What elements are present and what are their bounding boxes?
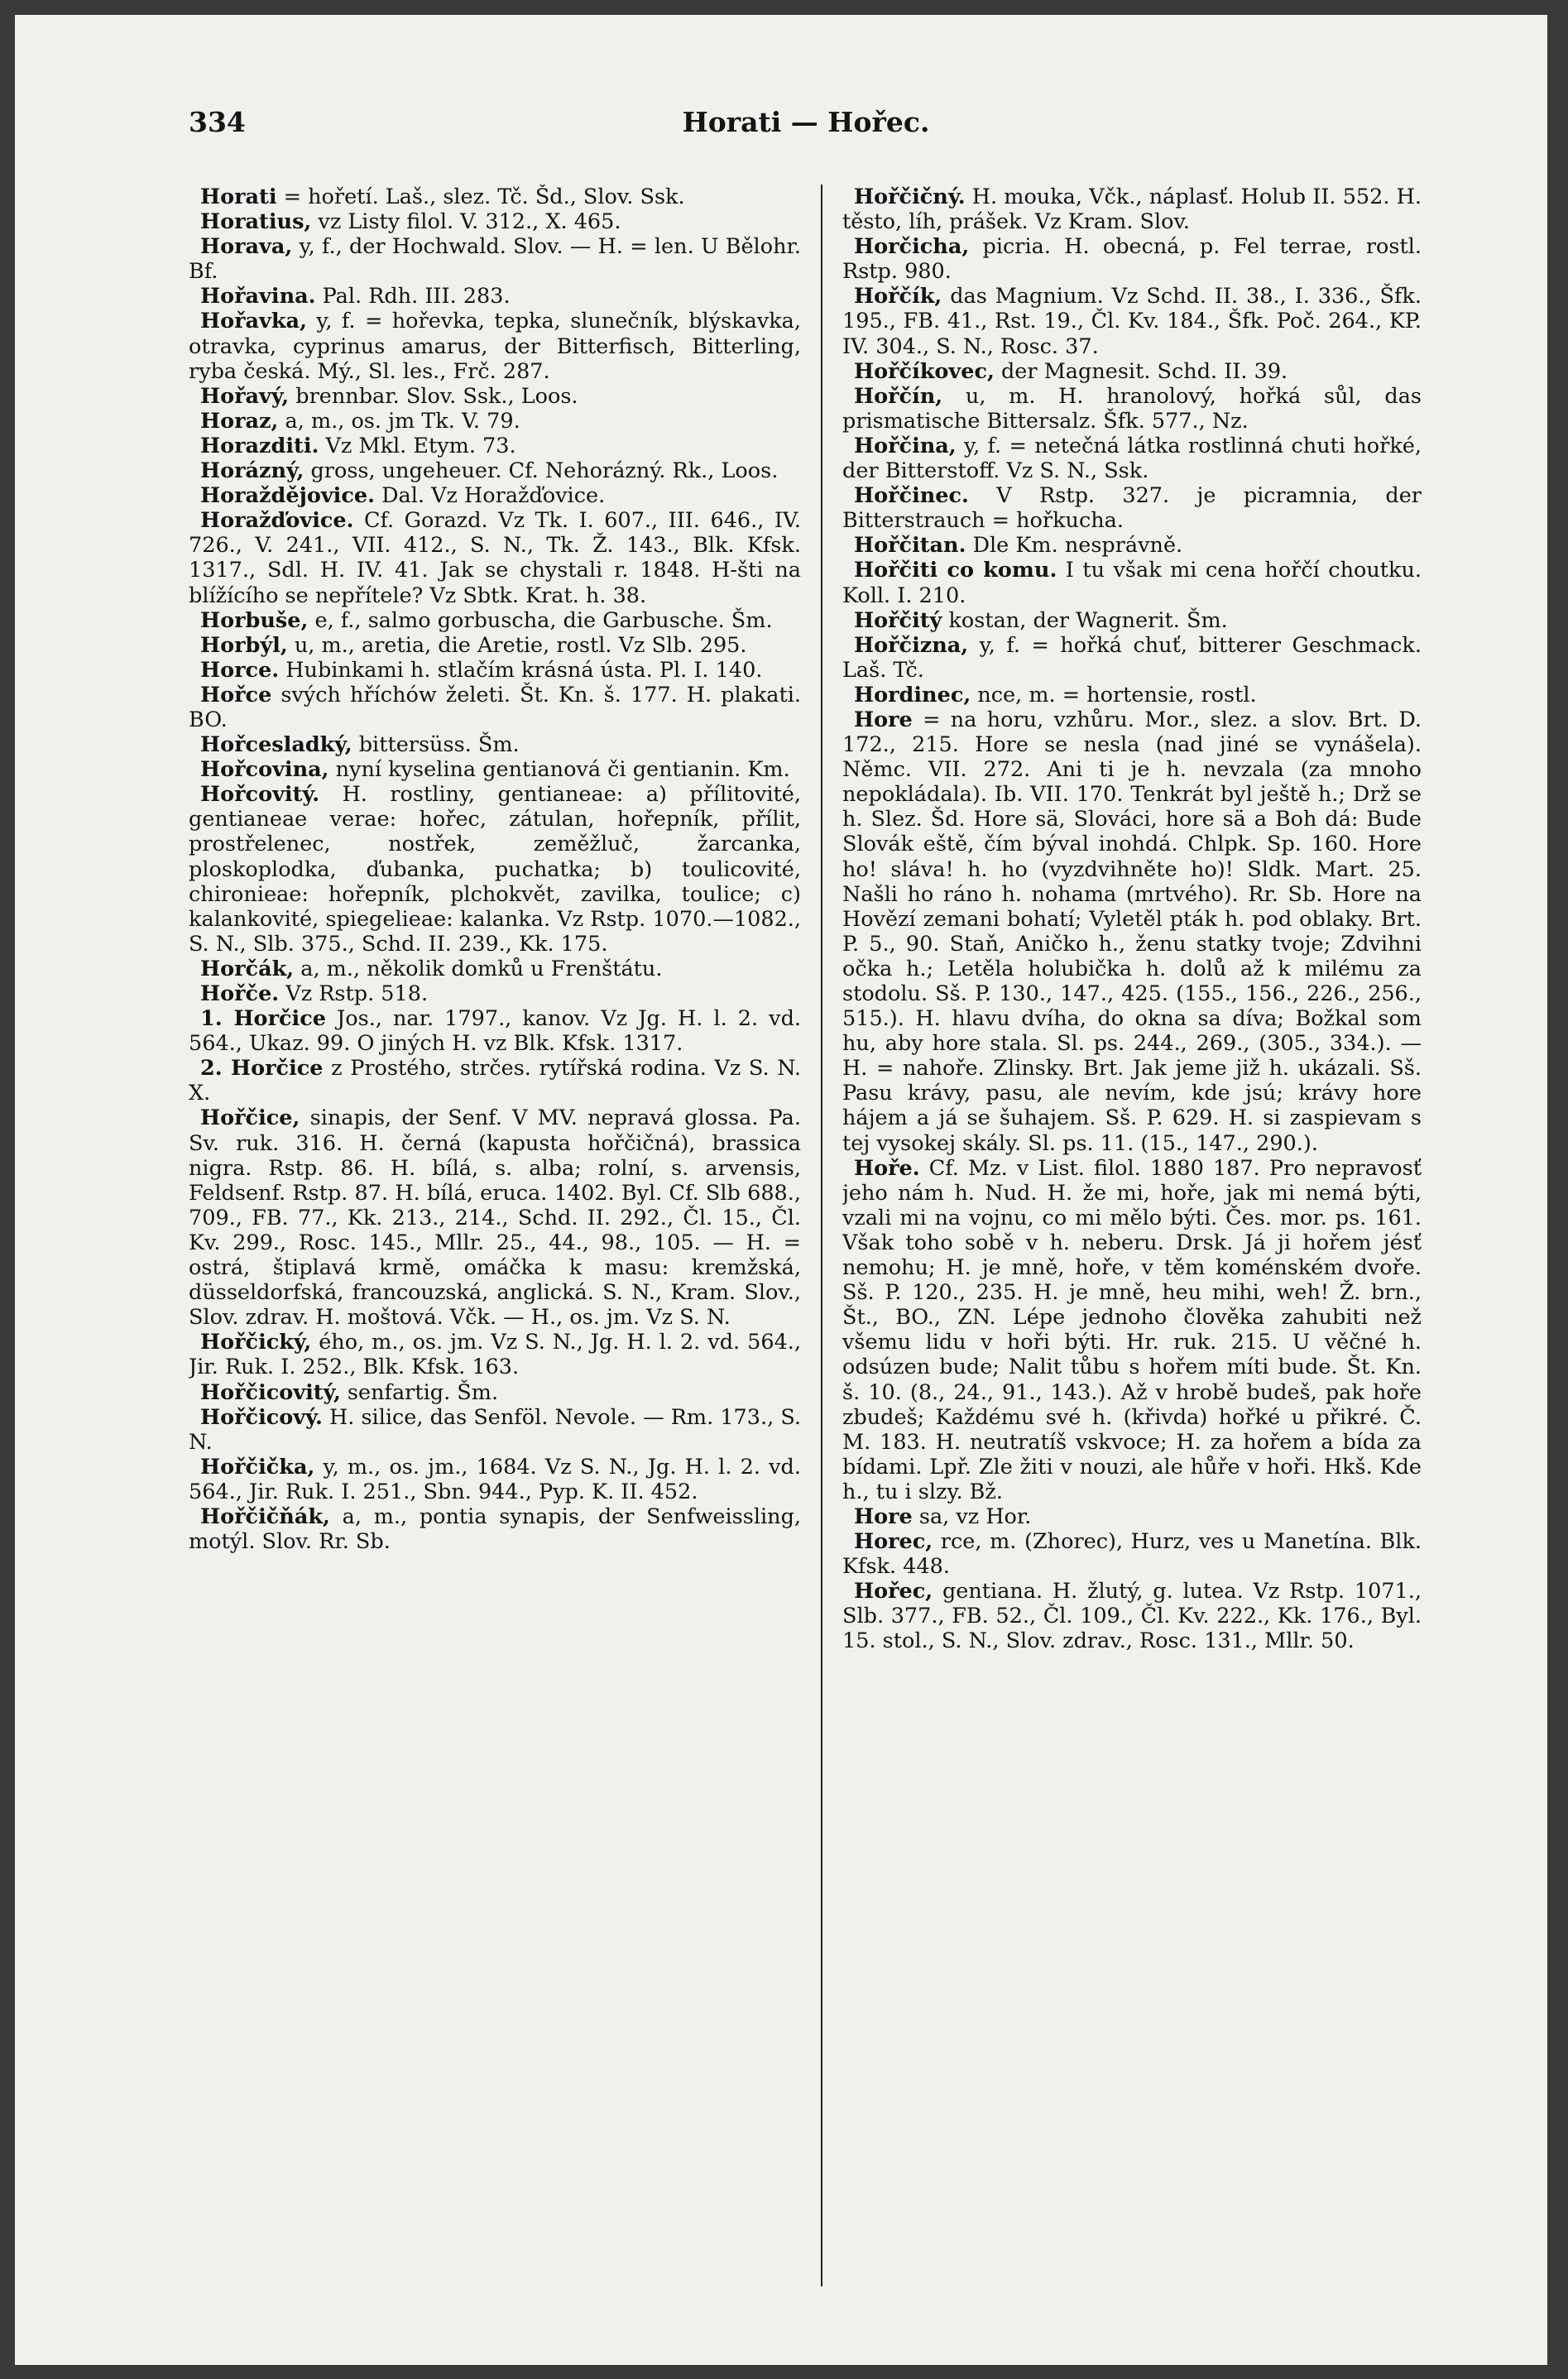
dictionary-entry: [842, 633, 1422, 683]
entry-headword: Hordinec,: [854, 682, 971, 707]
dictionary-entry: [189, 1455, 801, 1504]
entry-headword: Horažďovice.: [200, 508, 354, 534]
dictionary-entry: [189, 209, 801, 234]
entry-text: der Magnesit. Schd. II. 39.: [994, 358, 1288, 384]
entry-text: u, m. H. hranolový, hořká sůl, das prismatische Bittersalz. Šfk. 577., Nz.: [842, 383, 1422, 434]
entry-text: gentiana. H. žlutý, g. lutea. Vz Rstp. 1071., Slb. 377., FB. 52., Čl. 109., Čl. Kv. 222., Kk. 176., Byl. 15. stol., S. N., Slov. zdrav., Rosc. 131., Mllr. 50.: [842, 1579, 1422, 1654]
dictionary-entry: [189, 284, 801, 309]
entry-text: y, m., os. jm., 1684. Vz S. N., Jg. H. l. 2. vd. 564., Jir. Ruk. I. 251., Sbn. 944., Pyp. K. II. 452.: [189, 1454, 801, 1504]
entry-text: brennbar. Slov. Ssk., Loos.: [289, 383, 578, 409]
entry-headword: Hořčinec.: [854, 483, 969, 509]
entry-headword: Hořčičňák,: [200, 1504, 330, 1529]
dictionary-entry: [189, 458, 801, 483]
dictionary-entry: [189, 1006, 801, 1056]
entry-text: y, f. = hořká chuť, bitterer Geschmack. Laš. Tč.: [842, 632, 1422, 683]
entry-text: nyní kyselina gentianová či gentianin. Km.: [328, 757, 790, 783]
entry-text: Cf. Gorazd. Vz Tk. I. 607., III. 646., IV. 726., V. 241., VII. 412., S. N., Tk. Ž. 143., Blk. Kfsk. 1317., Sdl. H. IV. 41. Jak se chystali r. 1848. H-šti na blížícího se nepřítele? Vz Sbtk. Krat. h. 38.: [189, 508, 801, 608]
entry-headword: Hořčina,: [854, 433, 957, 458]
entry-text: u, m., aretia, die Aretie, rostl. Vz Slb. 295.: [287, 632, 747, 658]
entry-text: H. silice, das Senföl. Nevole. — Rm. 173., S. N.: [189, 1404, 801, 1455]
entry-text: nce, m. = hortensie, rostl.: [971, 682, 1257, 707]
entry-headword: Hořcovitý.: [200, 782, 320, 808]
dictionary-entry: [189, 683, 801, 732]
entry-headword: Horazditi.: [200, 433, 319, 458]
dictionary-entry: [189, 782, 801, 957]
entry-text: das Magnium. Vz Schd. II. 38., I. 336., Šfk. 195., FB. 41., Rst. 19., Čl. Kv. 184., Šfk. Poč. 264., KP. IV. 304., S. N., Rosc. 37.: [842, 284, 1422, 359]
right-column: [842, 185, 1422, 2336]
dictionary-entry: [189, 309, 801, 383]
entry-text: gross, ungeheuer. Cf. Nehorázný. Rk., Loos.: [304, 458, 779, 484]
column-divider: [821, 185, 822, 2286]
entry-text: Jos., nar. 1797., kanov. Vz Jg. H. l. 2. vd. 564., Ukaz. 99. O jiných H. vz Blk. Kfsk. 1317.: [189, 1006, 801, 1057]
entry-headword: Hořčičný.: [854, 185, 966, 209]
entry-headword: Horec,: [854, 1529, 933, 1555]
dictionary-entry: [842, 1529, 1422, 1579]
dictionary-entry: [842, 483, 1422, 533]
dictionary-entry: [842, 384, 1422, 434]
dictionary-entry: [189, 234, 801, 284]
entry-text: Vz Mkl. Etym. 73.: [319, 433, 516, 458]
entry-headword: 1. Horčice: [200, 1006, 326, 1032]
dictionary-entry: [842, 434, 1422, 483]
page-header: [189, 106, 1423, 147]
entry-text: Dle Km. nesprávně.: [966, 533, 1183, 559]
entry-text: senfartig. Šm.: [340, 1379, 499, 1405]
entry-text: y, f. = hořevka, tepka, slunečník, blýskavka, otravka, cyprinus amarus, der Bitterfisch, Bitterling, ryba česká. Mý., Sl. les., Frč. 287.: [189, 309, 801, 384]
entry-text: V Rstp. 327. je picramnia, der Bitterstrauch = hořkucha.: [842, 483, 1422, 534]
entry-text: kostan, der Wagnerit. Šm.: [942, 607, 1228, 633]
dictionary-entry: [842, 234, 1422, 284]
dictionary-entry: [842, 558, 1422, 607]
entry-headword: Hořec,: [854, 1579, 933, 1604]
dictionary-entry: [189, 483, 801, 508]
entry-headword: Hořčíkovec,: [854, 358, 995, 384]
left-column: [189, 185, 801, 2336]
entry-text: ého, m., os. jm. Vz S. N., Jg. H. l. 2. vd. 564., Jir. Ruk. I. 252., Blk. Kfsk. 163.: [189, 1330, 801, 1380]
entry-text: a, m., os. jm Tk. V. 79.: [278, 408, 520, 434]
entry-headword: Hořcovina,: [200, 757, 329, 783]
entry-headword: Hořče.: [200, 981, 280, 1006]
entry-headword: Horaždějovice.: [200, 483, 375, 509]
entry-headword: Hořčický,: [200, 1330, 312, 1355]
entry-headword: Hořčička,: [200, 1454, 315, 1480]
entry-text: = hořetí. Laš., slez. Tč. Šd., Slov. Ssk.: [276, 185, 685, 209]
entry-text: vz Listy filol. V. 312., X. 465.: [311, 209, 621, 235]
dictionary-entry: [842, 359, 1422, 384]
entry-headword: Horčák,: [200, 956, 295, 981]
dictionary-entry: [842, 608, 1422, 633]
dictionary-entry: [189, 185, 801, 209]
entry-headword: Hořčík,: [854, 284, 942, 309]
dictionary-entry: [189, 1330, 801, 1379]
entry-text: H. rostliny, gentianeae: a) přílitovité, gentianeae verae: hořec, zátulan, hořepník, přílit, prostřelenec, nostřek, zeměžluč, žarcanka, ploskoplodka, ďubanka, puchatka; b) toulicovité, chironieae: hořepník, plchokvět, zavilka, toulice; c) kalankovité, spiegelieae: kalanka. Vz Rstp. 1070.—1082., S. N., Slb. 375., Schd. II. 239., Kk. 175.: [189, 782, 801, 957]
entry-text: rce, m. (Zhorec), Hurz, ves u Manetína. Blk. Kfsk. 448.: [842, 1529, 1422, 1580]
dictionary-entry: [842, 284, 1422, 358]
entry-text: Hubinkami h. stlačím krásná ústa. Pl. I. 140.: [279, 657, 763, 683]
dictionary-entry: [189, 1380, 801, 1405]
dictionary-entry: [189, 434, 801, 458]
dictionary-entry: [189, 957, 801, 981]
entry-text: y, f. = netečná látka rostlinná chuti hořké, der Bitterstoff. Vz S. N., Ssk.: [842, 433, 1422, 484]
dictionary-entry: [842, 707, 1422, 1156]
entry-headword: Hořčitan.: [854, 533, 966, 559]
entry-headword: Hořčicovitý,: [200, 1379, 341, 1405]
dictionary-entry: [842, 185, 1422, 234]
entry-headword: Horaz,: [200, 408, 279, 434]
entry-text: bittersüss. Šm.: [352, 732, 520, 758]
entry-headword: 2. Horčice: [200, 1056, 324, 1082]
dictionary-entry: [189, 508, 801, 607]
entry-headword: Hořčizna,: [854, 632, 969, 658]
entry-text: a, m., několik domků u Frenštátu.: [294, 956, 663, 981]
entry-text: = na horu, vzhůru. Mor., slez. a slov. Brt. D. 172., 215. Hore se nesla (nad jiné se vynášela). Němc. VII. 272. Ani ti je h. nevzala (za mnoho nepokládala). Ib. VII. 170. Tenkrát byl ještě h.; Drž se h. Slez. Šd. Hore sä, Slováci, hore sä a Boh dá: Bude Slovák eště, čím býval inohdá. Chlpk. Sp. 160. Hore ho! sláva! h. ho (vyzdvihněte ho)! Sldk. Mart. 25. Našli ho ráno h. nohama (mrtvého). Rr. Sb. Hore na Hovězí zemani bohatí; Vyletěl pták h. pod oblaky. Brt. P. 5., 90. Staň, Aničko h., ženu statky tvoje; Zdvihni očka h.; Letěla holubička h. dolů až k milému za stodolu. Sš. P. 130., 147., 425. (155., 156., 226., 256., 515.). H. hlavu dvíha, do okna sa díva; Božkal som hu, aby hore stala. Sl. ps. 244., 269., (305., 334.). — H. = nahoře. Zlinsky. Brt. Jak jeme již h. ukázali. Sš. Pasu krávy, pasu, ale nevím, kde jsú; krávy hore hájem a já se šuhajem. Sš. P. 629. H. si zaspievam s tej vysokej skály. Sl. ps. 11. (15., 147., 290.).: [842, 707, 1422, 1156]
dictionary-page: [15, 15, 1547, 2365]
dictionary-entry: [189, 981, 801, 1006]
entry-headword: Horázný,: [200, 458, 304, 484]
entry-headword: Hořavý,: [200, 383, 290, 409]
entry-headword: Horatius,: [200, 209, 312, 235]
dictionary-entry: [189, 384, 801, 409]
entry-headword: Hořavina.: [200, 284, 316, 309]
entry-headword: Horce.: [200, 657, 280, 683]
entry-headword: Hořčiti co komu.: [854, 558, 1057, 583]
entry-headword: Hoře.: [854, 1155, 920, 1181]
entry-text: e, f., salmo gorbuscha, die Garbusche. Šm.: [308, 607, 773, 633]
entry-headword: Hořce: [200, 682, 272, 707]
entry-headword: Hore: [854, 707, 913, 732]
entry-text: Vz Rstp. 518.: [279, 981, 429, 1006]
dictionary-entry: [189, 1504, 801, 1554]
dictionary-entry: [189, 409, 801, 434]
dictionary-entry: [189, 1106, 801, 1330]
entry-headword: Horbýl,: [200, 632, 288, 658]
entry-text: Dal. Vz Horažďovice.: [374, 483, 606, 509]
page-number: 334: [189, 106, 246, 138]
dictionary-entry: [842, 683, 1422, 707]
dictionary-entry: [189, 633, 801, 658]
entry-headword: Horčicha,: [854, 234, 970, 260]
entry-headword: Hořčitý: [854, 607, 942, 633]
entry-headword: Hořčín,: [854, 383, 943, 409]
dictionary-entry: [842, 1579, 1422, 1653]
dictionary-entry: [842, 1156, 1422, 1504]
dictionary-entry: [189, 658, 801, 683]
entry-text: sa, vz Hor.: [912, 1504, 1032, 1529]
dictionary-entry: [189, 608, 801, 633]
running-title: Horati — Hořec.: [682, 106, 930, 138]
entry-text: a, m., pontia synapis, der Senfweissling, motýl. Slov. Rr. Sb.: [189, 1504, 801, 1555]
entry-text: y, f., der Hochwald. Slov. — H. = len. U Bělohr. Bf.: [189, 234, 801, 285]
dictionary-entry: [189, 1056, 801, 1106]
entry-headword: Horbuše,: [200, 607, 309, 633]
entry-headword: Hořavka,: [200, 309, 307, 334]
entry-headword: Hore: [854, 1504, 913, 1529]
dictionary-entry: [189, 757, 801, 782]
entry-headword: Horava,: [200, 234, 293, 260]
entry-text: Cf. Mz. v List. filol. 1880 187. Pro nepravosť jeho nám h. Nud. H. že mi, hoře, jak mi nemá býti, vzali mi na vojnu, co mi mělo býti. Čes. mor. ps. 161. Však toho sobě v h. neberu. Drsk. Já ji hořem jésť nemohu; H. je mně, hoře, v těm koménském dvoře. Sš. P. 120., 235. H. je mně, heu mihi, weh! Ž. brn., Št., BO., ZN. Lépe jednoho člověka zahubiti než všemu lidu v hoři býti. Hr. ruk. 215. U věčné h. odsúzen bude; Nalit tůbu s hořem míti bude. Št. Kn. š. 10. (8., 24., 91., 143.). Až v hrobě budeš, pak hoře zbudeš; Každému své h. (křivda) hořké u přikré. Č. M. 183. H. neutratíš vskvoce; H. za hořem a bída za bídami. Lpř. Zle žiti v nouzi, ale hůře v hoři. Hkš. Kde h., tu i slzy. Bž.: [842, 1155, 1422, 1504]
entry-text: H. mouka, Včk., náplasť. Holub II. 552. H. těsto, líh, prášek. Vz Kram. Slov.: [842, 185, 1422, 235]
dictionary-entry: [842, 533, 1422, 558]
entry-text: picria. H. obecná, p. Fel terrae, rostl. Rstp. 980.: [842, 234, 1422, 285]
entry-headword: Hořčicový.: [200, 1404, 323, 1430]
dictionary-entry: [189, 732, 801, 757]
entry-text: Pal. Rdh. III. 283.: [315, 284, 511, 309]
entry-text: svých hříchów želeti. Št. Kn. š. 177. H. plakati. BO.: [189, 682, 801, 732]
dictionary-entry: [189, 1405, 801, 1455]
entry-text: I tu však mi cena hořčí choutku. Koll. I. 210.: [842, 558, 1422, 608]
entry-text: sinapis, der Senf. V MV. nepravá glossa. Pa. Sv. ruk. 316. H. černá (kapusta hořčičná), brassica nigra. Rstp. 86. H. bílá, s. alba; rolní, s. arvensis, Feldsenf. Rstp. 87. H. bílá, eruca. 1402. Byl. Cf. Slb 688., 709., FB. 77., Kk. 213., 214., Schd. II. 292., Čl. 15., Čl. Kv. 299., Rosc. 145., Mllr. 25., 44., 98., 105. — H. = ostrá, štiplavá krmě, omáčka k masu: kremžská, düsseldorfská, francouzská, anglická. S. N., Kram. Slov., Slov. zdrav. H. moštová. Včk. — H., os. jm. Vz S. N.: [189, 1106, 801, 1331]
entry-headword: Hořcesladký,: [200, 732, 352, 758]
entry-headword: Hořčice,: [200, 1106, 300, 1131]
dictionary-entry: [842, 1504, 1422, 1529]
entry-text: z Prostého, strčes. rytířská rodina. Vz S. N. X.: [189, 1056, 801, 1106]
entry-headword: Horati: [200, 185, 277, 209]
